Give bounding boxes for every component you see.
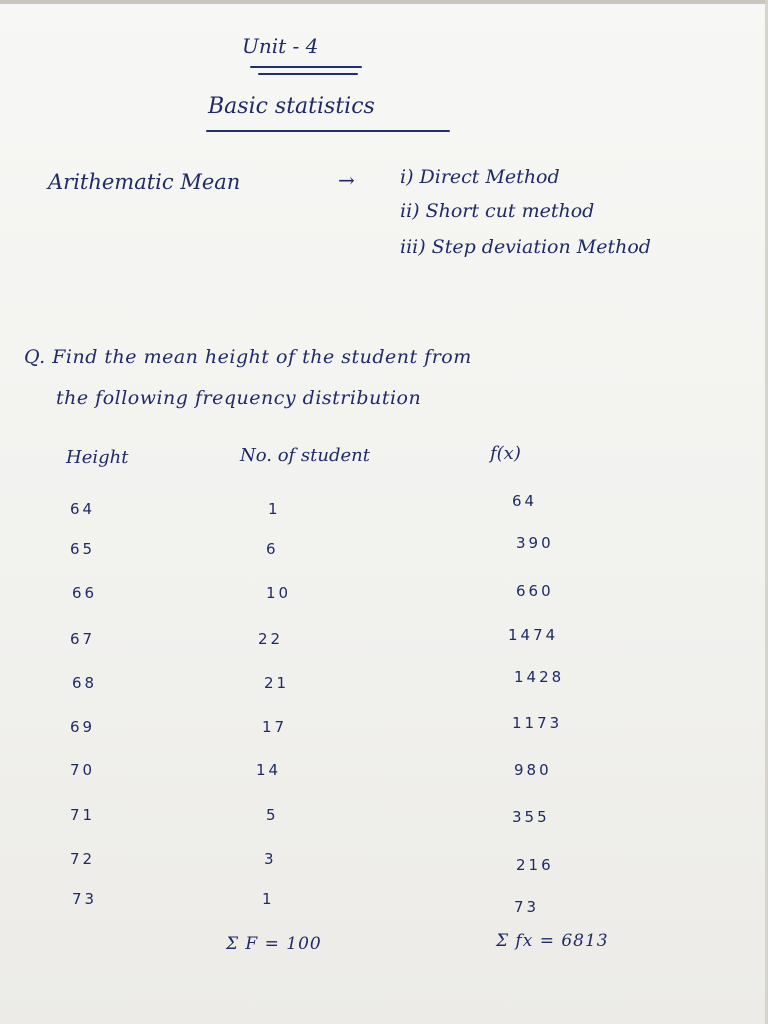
- sum-frequency: Σ F = 100: [226, 934, 322, 954]
- unit-underline-1: [250, 66, 362, 68]
- table-cell-height: 67: [70, 630, 96, 648]
- unit-underline-2: [258, 73, 358, 75]
- table-cell-height: 66: [72, 584, 98, 602]
- method-item: i) Direct Method: [400, 166, 560, 188]
- table-cell-students: 17: [262, 718, 288, 736]
- table-cell-fx: 1474: [508, 626, 559, 644]
- question-line-1: Q. Find the mean height of the student from: [24, 346, 472, 368]
- table-cell-height: 72: [70, 850, 96, 868]
- table-cell-fx: 73: [514, 898, 540, 916]
- table-cell-fx: 355: [512, 808, 550, 826]
- table-cell-students: 21: [264, 674, 290, 692]
- table-cell-height: 69: [70, 718, 96, 736]
- table-cell-height: 65: [70, 540, 96, 558]
- table-cell-fx: 390: [516, 534, 554, 552]
- table-cell-students: 5: [266, 806, 279, 824]
- subject-heading: Basic statistics: [208, 94, 375, 119]
- topic-label: Arithematic Mean: [48, 170, 241, 194]
- table-header-height: Height: [66, 447, 129, 468]
- table-cell-fx: 216: [516, 856, 554, 874]
- table-cell-height: 71: [70, 806, 96, 824]
- page-top-edge: [0, 0, 768, 4]
- unit-heading: Unit - 4: [242, 34, 319, 58]
- table-header-fx: f(x): [490, 443, 521, 464]
- table-cell-fx: 660: [516, 582, 554, 600]
- question-line-2: the following frequency distribution: [56, 387, 422, 409]
- table-cell-height: 68: [72, 674, 98, 692]
- table-cell-students: 1: [268, 500, 281, 518]
- table-cell-students: 14: [256, 761, 282, 779]
- method-item: ii) Short cut method: [400, 200, 595, 222]
- subject-underline: [206, 130, 450, 132]
- arrow-icon: →: [338, 168, 355, 192]
- table-cell-students: 3: [264, 850, 277, 868]
- table-cell-fx: 64: [512, 492, 538, 510]
- table-cell-height: 73: [72, 890, 98, 908]
- table-cell-height: 64: [70, 500, 96, 518]
- table-cell-fx: 1428: [514, 668, 565, 686]
- table-cell-fx: 980: [514, 761, 552, 779]
- table-cell-students: 1: [262, 890, 275, 908]
- table-cell-students: 6: [266, 540, 279, 558]
- method-item: iii) Step deviation Method: [400, 236, 651, 258]
- table-header-students: No. of student: [240, 445, 370, 466]
- sum-fx: Σ fx = 6813: [496, 931, 609, 951]
- table-cell-students: 10: [266, 584, 292, 602]
- table-cell-height: 70: [70, 761, 96, 779]
- table-cell-students: 22: [258, 630, 284, 648]
- table-cell-fx: 1173: [512, 714, 563, 732]
